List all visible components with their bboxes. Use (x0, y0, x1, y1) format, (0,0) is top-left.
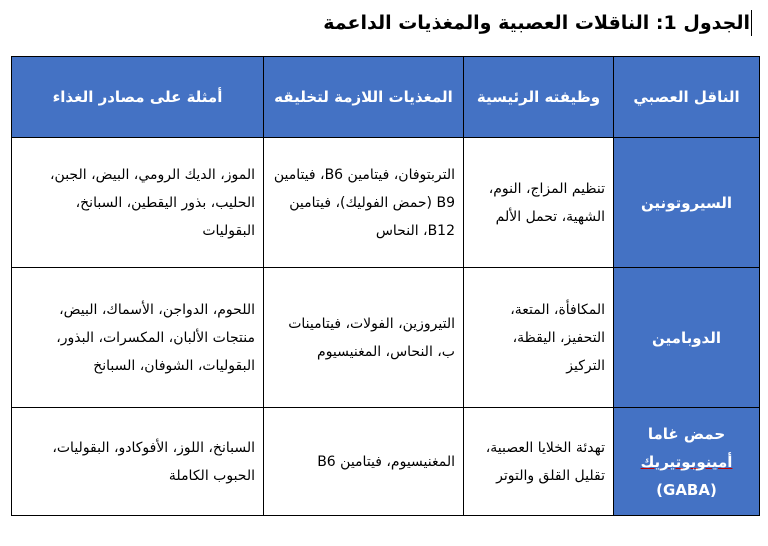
header-nutrients: المغذيات اللازمة لتخليقه (264, 57, 464, 138)
gaba-name-line1: حمض غاما (647, 424, 726, 443)
header-function: وظيفته الرئيسية (464, 57, 614, 138)
table-row (12, 138, 760, 268)
cell-nutrients: التربتوفان، فيتامين B6، فيتامين B9 (حمض الفوليك)، فيتامين B12، النحاس (264, 138, 464, 268)
cell-nutrients: التيروزين، الفولات، فيتامينات ب، النحاس، المغنيسيوم (264, 268, 464, 408)
cell-food-sources: اللحوم، الدواجن، الأسماك، البيض، منتجات الألبان، المكسرات، البذور، البقوليات، الشوفان، السبانخ (12, 268, 264, 408)
row-name-gaba (614, 408, 760, 516)
row-name-serotonin: السيروتونين (614, 138, 760, 268)
cell-food-sources: السبانخ، اللوز، الأفوكادو، البقوليات، الحبوب الكاملة (12, 408, 264, 516)
gaba-name-line3: (GABA) (656, 480, 717, 499)
cell-nutrients: المغنيسيوم، فيتامين B6 (264, 408, 464, 516)
table-title: الجدول 1: الناقلات العصبية والمغذيات الداعمة (323, 12, 750, 34)
table-row (12, 408, 760, 516)
cell-food-sources: الموز، الديك الرومي، البيض، الجبن، الحليب، بذور اليقطين، السبانخ، البقوليات (12, 138, 264, 268)
header-food-sources: أمثلة على مصادر الغذاء (12, 57, 264, 138)
cell-function: المكافأة، المتعة، التحفيز، اليقظة، التركيز (464, 268, 614, 408)
cell-function: تنظيم المزاج، النوم، الشهية، تحمل الألم (464, 138, 614, 268)
table-row (12, 268, 760, 408)
text-cursor (751, 10, 752, 36)
gaba-name-line2: أمينوبوتيريك (640, 452, 733, 471)
neurotransmitters-table (11, 56, 760, 516)
cell-function: تهدئة الخلايا العصبية، تقليل القلق والتوتر (464, 408, 614, 516)
table-header-row (12, 57, 760, 138)
header-neurotransmitter: الناقل العصبي (614, 57, 760, 138)
row-name-dopamine: الدوبامين (614, 268, 760, 408)
